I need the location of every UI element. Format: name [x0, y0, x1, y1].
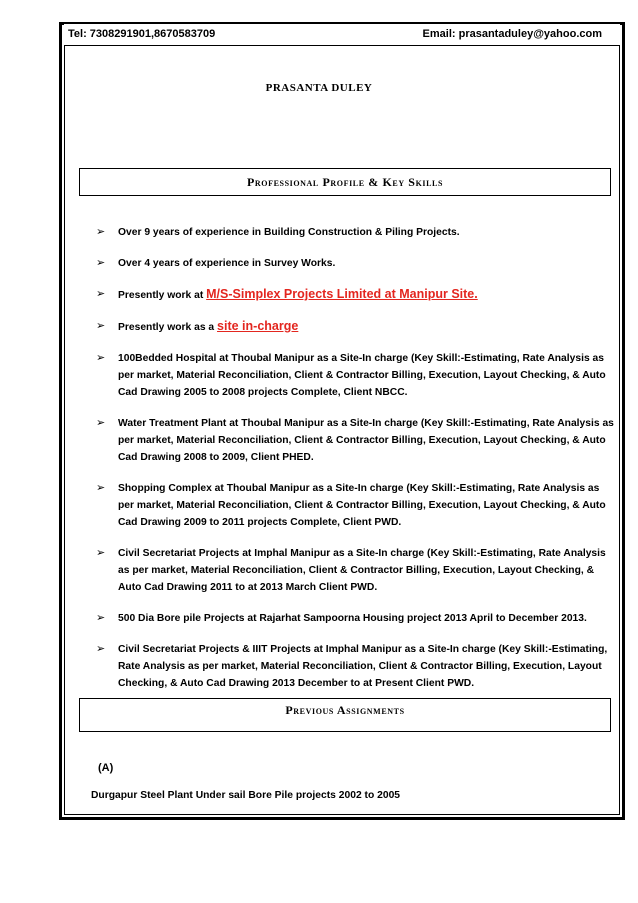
role-link: site in-charge: [217, 319, 299, 333]
previous-section-title: Previous Assignments: [285, 703, 405, 717]
list-item: [96, 545, 616, 596]
list-item-text: Presently work as a: [118, 322, 218, 333]
list-item: [96, 350, 616, 401]
list-item: [96, 641, 616, 692]
list-item-text: Civil Secretariat Projects & IIIT Projects at Imphal Manipur as a Site-In charge (Key Skill:-Estimating, Rate Analysis as per market, Material Reconciliation, Client & Contractor Billing, Execution, Layout Checking, & Auto Cad Drawing 2013 December to at Present Client PWD.: [118, 644, 608, 689]
list-item-text: Over 4 years of experience in Survey Works.: [118, 258, 336, 269]
skills-list: [96, 224, 616, 692]
list-item-text: Water Treatment Plant at Thoubal Manipur as a Site-In charge (Key Skill:-Estimating, Rate Analysis as per market, Material Reconciliation, Client & Contractor Billing, Execution, Layout Checking, & Auto Cad Drawing 2008 to 2009, Client PHED.: [118, 418, 614, 463]
list-item-text: Over 9 years of experience in Building Construction & Piling Projects.: [118, 227, 460, 238]
arrow-bullet-icon: ➢: [96, 417, 106, 429]
list-item-text: Shopping Complex at Thoubal Manipur as a Site-In charge (Key Skill:-Estimating, Rate Analysis as per market, Material Reconciliation, Client & Contractor Billing, Execution, Layout Checking, & Auto Cad Drawing 2009 to 2011 projects Complete, Client PWD.: [118, 483, 606, 528]
assignment-description: Durgapur Steel Plant Under sail Bore Pile projects 2002 to 2005: [91, 790, 401, 801]
arrow-bullet-icon: ➢: [96, 352, 106, 364]
list-item: [96, 415, 616, 466]
profile-section-title: Professional Profile & Key Skills: [246, 175, 444, 189]
arrow-bullet-icon: ➢: [96, 320, 106, 332]
list-item: [96, 286, 616, 304]
phone-number: Tel: 7308291901,8670583709: [68, 28, 216, 40]
list-item: [96, 480, 616, 531]
list-item: [96, 610, 616, 627]
list-item: [96, 224, 616, 241]
contact-header: [64, 24, 620, 46]
list-item-text: 100Bedded Hospital at Thoubal Manipur as a Site-In charge (Key Skill:-Estimating, Rate Analysis as per market, Material Reconciliation, Client & Contractor Billing, Execution, Layout Checking, & Auto Cad Drawing 2005 to 2008 projects Complete, Client NBCC.: [118, 353, 606, 398]
list-item-text: Presently work at: [118, 290, 207, 301]
list-item: [96, 318, 616, 336]
list-item-text: 500 Dia Bore pile Projects at Rajarhat Sampoorna Housing project 2013 April to December 2013.: [118, 613, 587, 624]
profile-section-box: [79, 168, 611, 196]
previous-section-box: [79, 698, 611, 732]
arrow-bullet-icon: ➢: [96, 643, 106, 655]
arrow-bullet-icon: ➢: [96, 612, 106, 624]
arrow-bullet-icon: ➢: [96, 482, 106, 494]
employer-link: M/S-Simplex Projects Limited at Manipur Site.: [206, 287, 478, 301]
assignment-label: (A): [98, 762, 114, 774]
list-item: [96, 255, 616, 272]
list-item-text: Civil Secretariat Projects at Imphal Manipur as a Site-In charge (Key Skill:-Estimating, Rate Analysis as per market, Material Reconciliation, Client & Contractor Billing, Execution, Layout Checking, & Auto Cad Drawing 2011 to at 2013 March Client PWD.: [118, 548, 606, 593]
email-address: Email: prasantaduley@yahoo.com: [422, 28, 602, 40]
arrow-bullet-icon: ➢: [96, 288, 106, 300]
candidate-name: PRASANTA DULEY: [265, 82, 373, 94]
arrow-bullet-icon: ➢: [96, 257, 106, 269]
arrow-bullet-icon: ➢: [96, 547, 106, 559]
arrow-bullet-icon: ➢: [96, 226, 106, 238]
